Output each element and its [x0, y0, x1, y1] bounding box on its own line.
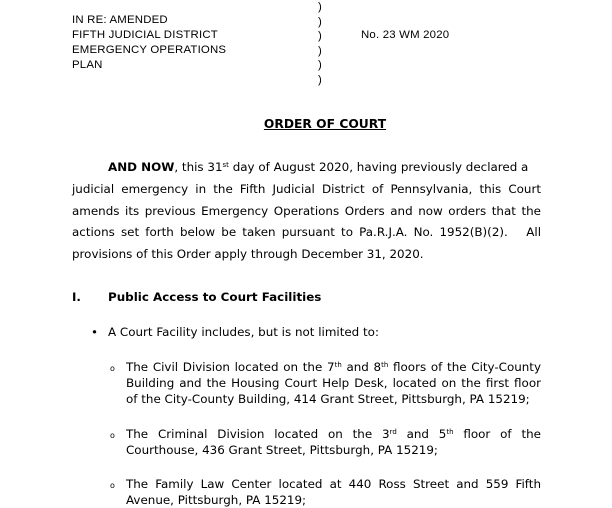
intro-line-4: actions set forth below be taken pursuant to Pa.R.J.A. No. 1952(B)(2). All [72, 225, 541, 240]
caption-line: EMERGENCY OPERATIONS [72, 44, 227, 56]
caption-line: IN RE: AMENDED [72, 14, 168, 26]
order-title: ORDER OF COURT [263, 117, 387, 131]
caption-parentheses [318, 0, 322, 88]
caption-line: PLAN [72, 59, 103, 71]
intro-line-2: judicial emergency in the Fifth Judicial District of Pennsylvania, this Court [72, 181, 541, 196]
paren: ) [318, 15, 322, 28]
intro-line-5: provisions of this Order apply through December 31, 2020. [72, 247, 424, 262]
paren: ) [318, 1, 322, 13]
section-number: I. [72, 290, 81, 304]
paren: ) [318, 59, 322, 72]
sub-item-criminal: The Criminal Division located on the 3rd and 5th floor of the Courthouse, 436 Grant Street, Pittsburgh, PA 15219; [126, 427, 541, 457]
section-heading: Public Access to Court Facilities [108, 290, 322, 304]
caption-line: FIFTH JUDICIAL DISTRICT [72, 29, 218, 41]
sub-item-family: The Family Law Center located at 440 Ross Street and 559 Fifth Avenue, Pittsburgh, PA 15219; [126, 477, 541, 507]
sub-bullet-mark: o [110, 481, 115, 490]
intro-line-1: AND NOW, this 31st day of August 2020, having previously declared a [108, 160, 529, 174]
bullet-text: A Court Facility includes, but is not limited to: [108, 325, 379, 339]
sub-bullet-mark: o [110, 364, 115, 373]
bullet-mark: • [91, 325, 99, 339]
paren: ) [318, 73, 322, 86]
sub-bullet-mark: o [110, 431, 115, 440]
intro-paragraph [72, 157, 541, 266]
paren: ) [318, 30, 322, 43]
intro-line-3: amends its previous Emergency Operations Orders and now orders that the [72, 203, 541, 218]
paren: ) [318, 44, 322, 57]
and-now-bold: AND NOW [108, 160, 175, 174]
docket-number: No. 23 WM 2020 [361, 29, 450, 41]
case-caption [72, 13, 226, 73]
sub-item-civil: The Civil Division located on the 7th and 8th floors of the City-County Building and the Housing Court Help Desk, located on the first floor of the City-County Building, 414 Grant Street, Pittsburgh, PA 15219; [126, 360, 542, 406]
